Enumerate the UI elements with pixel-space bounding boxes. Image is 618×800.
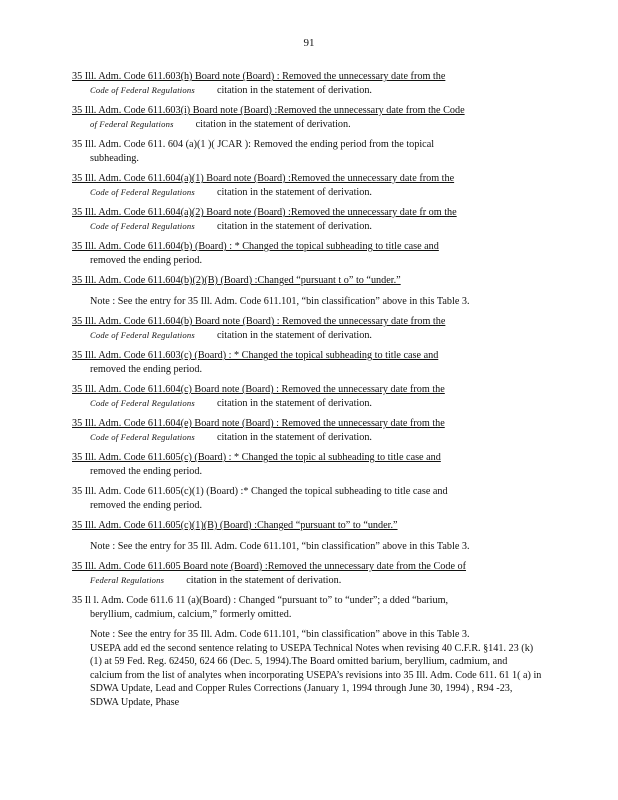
table-entry (72, 104, 542, 131)
entry-continuation: subheading. (90, 152, 139, 164)
entry-continuation: removed the ending period. (90, 499, 203, 511)
table-entry (72, 560, 542, 587)
table-entry (72, 206, 542, 233)
table-entry (72, 274, 542, 288)
entry-heading: 35 Ill. Adm. Code 611.605(c) (Board) : * Changed the topic al subheading to title case and (72, 452, 441, 463)
entry-continuation: beryllium, cadmium, calcium,” formerly omitted. (90, 608, 292, 620)
table-entry (72, 519, 542, 533)
entry-heading: 35 Ill. Adm. Code 611.603(c) (Board) : * Changed the topical subheading to title case and (72, 350, 439, 361)
table-entry (72, 349, 542, 376)
table-note (72, 295, 542, 309)
entry-continuation: citation in the statement of derivation. (216, 397, 372, 409)
entry-italic: Code of Federal Regulations (90, 186, 195, 197)
entry-heading: 35 Ill. Adm. Code 611.605(c)(1) (Board) :* Changed the topical subheading to title case and (72, 486, 448, 497)
table-entry (72, 451, 542, 478)
entry-heading: 35 Ill. Adm. Code 611.603(i) Board note (Board) :Removed the unnecessary date from the Code (72, 105, 465, 116)
entry-continuation: removed the ending period. (90, 363, 203, 375)
entry-italic: Code of Federal Regulations (90, 431, 195, 442)
entry-heading: 35 Ill. Adm. Code 611.604(a)(2) Board note (Board) :Removed the unnecessary date fr om the (72, 207, 457, 218)
entry-continuation: removed the ending period. (90, 254, 203, 266)
entry-heading: 35 Ill. Adm. Code 611.604(a)(1) Board note (Board) :Removed the unnecessary date from the (72, 173, 455, 184)
table-entry (72, 594, 542, 621)
entry-heading: 35 Ill. Adm. Code 611.604(b)(2)(B) (Board) :Changed “pursuant t o” to “under.” (72, 275, 401, 286)
entry-continuation: citation in the statement of derivation. (216, 329, 372, 341)
note-continuation: USEPA add ed the second sentence relating to USEPA Technical Notes when revising 40 C.F.R. §141. 23 (k)(1) at 59 Fed. Reg. 62450, 624 66 (Dec. 5, 1994).The Board omitted barium, beryllium, cadmium, and calcium from the list of analytes when incorporating USEPA’s revisions into 35 Ill. Adm. Code 611. 61 1( a) in SDWA Update, Lead and Copper Rules Corrections (January 1, 1994 through June 30, 1994) , R94 -23, SDWA Update, Phase (90, 642, 542, 708)
entry-heading: 35 Ill. Adm. Code 611.605(c)(1)(B) (Board) :Changed “pursuant to” to “under.” (72, 520, 398, 531)
entry-heading: 35 Ill. Adm. Code 611.605 Board note (Board) :Removed the unnecessary date from the Code of (72, 561, 467, 572)
entry-italic: Code of Federal Regulations (90, 397, 195, 408)
table-entry (72, 138, 542, 165)
entry-italic: Code of Federal Regulations (90, 84, 195, 95)
entry-continuation: citation in the statement of derivation. (216, 431, 372, 443)
table-entry (72, 172, 542, 199)
entry-heading: 35 Ill. Adm. Code 611.604(c) Board note (Board) : Removed the unnecessary date from the (72, 384, 445, 395)
entry-italic: Code of Federal Regulations (90, 329, 195, 340)
table-entry (72, 240, 542, 267)
entry-heading: 35 Ill. Adm. Code 611.604(b) Board note (Board) : Removed the unnecessary date from the (72, 316, 446, 327)
entry-continuation: citation in the statement of derivation. (186, 574, 342, 586)
entry-heading: 35 Ill. Adm. Code 611. 604 (a)(1 )( JCAR ): Removed the ending period from the topical (72, 139, 435, 150)
entry-continuation: removed the ending period. (90, 465, 203, 477)
table-entry (72, 70, 542, 97)
entry-heading: 35 Ill. Adm. Code 611.603(h) Board note (Board) : Removed the unnecessary date from the (72, 71, 446, 82)
table-entry (72, 485, 542, 512)
entry-continuation: citation in the statement of derivation. (216, 220, 372, 232)
entry-heading: 35 Il l. Adm. Code 611.6 11 (a)(Board) : Changed “pursuant to” to “under”; a dded “barium, (72, 595, 449, 606)
entry-continuation: citation in the statement of derivation. (216, 186, 372, 198)
entry-italic: Federal Regulations (90, 574, 165, 585)
table-entry (72, 315, 542, 342)
note-text: Note : See the entry for 35 Ill. Adm. Code 611.101, “bin classification” above in this Table 3. (90, 540, 470, 552)
entry-italic: of Federal Regulations (90, 118, 174, 129)
table-note (72, 628, 542, 709)
page-number: 91 (303, 37, 315, 49)
entries-list (72, 70, 542, 716)
entry-continuation: citation in the statement of derivation. (216, 84, 372, 96)
entry-continuation: citation in the statement of derivation. (195, 118, 351, 130)
entry-heading: 35 Ill. Adm. Code 611.604(e) Board note (Board) : Removed the unnecessary date from the (72, 418, 445, 429)
entry-heading: 35 Ill. Adm. Code 611.604(b) (Board) : * Changed the topical subheading to title case and (72, 241, 439, 252)
table-entry (72, 383, 542, 410)
table-entry (72, 417, 542, 444)
note-text: Note : See the entry for 35 Ill. Adm. Code 611.101, “bin classification” above in this Table 3. (90, 629, 470, 640)
note-text: Note : See the entry for 35 Ill. Adm. Code 611.101, “bin classification” above in this Table 3. (90, 295, 470, 307)
table-note (72, 540, 542, 554)
entry-italic: Code of Federal Regulations (90, 220, 195, 231)
